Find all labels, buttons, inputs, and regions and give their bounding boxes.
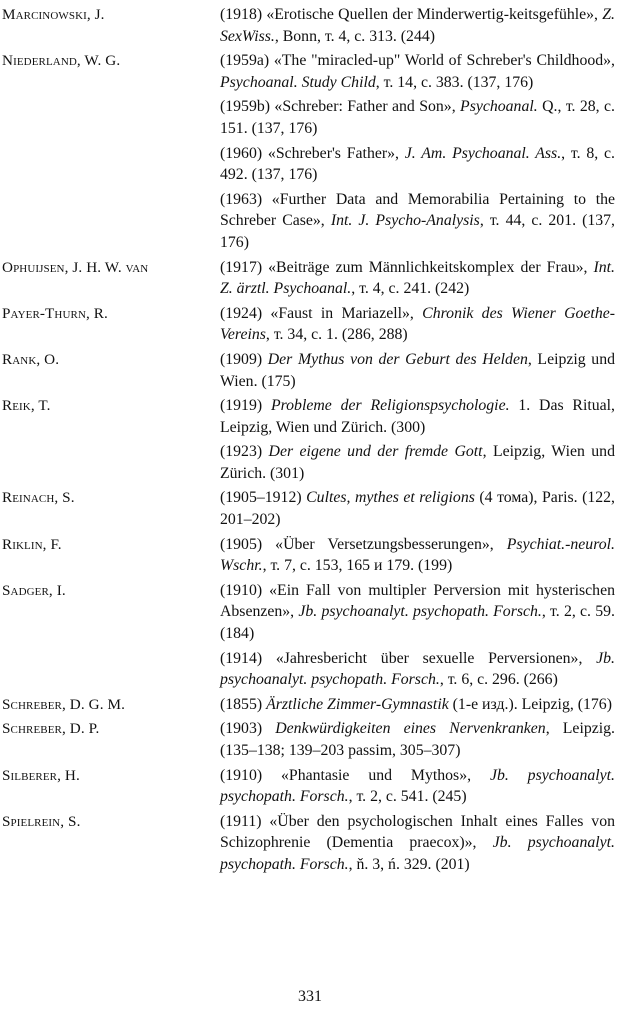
bibliography-entry xyxy=(215,811,615,876)
author-name: Payer-Thurn, R. xyxy=(2,304,108,322)
author-group xyxy=(0,694,620,719)
entry-text: (1905) «Über Versetzungsbesserungen», xyxy=(220,535,507,553)
author-group xyxy=(0,534,620,580)
author-entries xyxy=(215,257,615,303)
author-entries xyxy=(215,395,615,487)
author-name: Rank, O. xyxy=(2,350,60,368)
author-group xyxy=(0,349,620,395)
entry-text: (1911) «Über den psychologischen Inhalt eines Falles von Schizophrenie (Dementia praecox)», xyxy=(220,812,615,852)
author-name: Ophuijsen, J. H. W. van xyxy=(2,258,149,276)
author-entries xyxy=(215,580,615,694)
entry-title: Psychoanal. Study Child xyxy=(220,73,376,91)
author-name: Spielrein, S. xyxy=(2,812,81,830)
author-name: Sadger, I. xyxy=(2,581,66,599)
entry-text: , т. 2, с. 59. (184) xyxy=(220,603,615,643)
entry-text: , Bonn, т. 4, с. 313. (244) xyxy=(274,27,436,45)
entry-title: Int. J. Psycho-Analysis xyxy=(330,212,480,230)
author-name: Silberer, H. xyxy=(2,766,80,784)
author-entries xyxy=(215,487,615,533)
entry-text: (1905–1912) xyxy=(220,489,307,507)
bibliography-entry xyxy=(215,4,615,47)
bibliography-entry xyxy=(215,257,615,300)
author-entries xyxy=(215,4,615,50)
entry-title: Psychoanal. xyxy=(460,98,538,116)
author-group xyxy=(0,765,620,811)
bibliography-entry xyxy=(215,189,615,254)
entry-text: (1963) «Further Data and Memorabilia Pertaining to the Schreber Case», xyxy=(220,190,615,230)
author-group xyxy=(0,303,620,349)
bibliography-entry xyxy=(215,694,615,716)
author-entries xyxy=(215,534,615,580)
entry-text: (1903) xyxy=(220,720,276,738)
entry-title: Psychiat.-neurol. Wschr. xyxy=(220,535,615,575)
entry-text: , т. 8, с. 492. (137, 176) xyxy=(220,144,615,184)
entry-text: , т. 44, с. 201. (137, 176) xyxy=(220,212,616,251)
author-group xyxy=(0,718,620,764)
author-name: Reik, T. xyxy=(2,397,51,415)
entry-title: Int. Z. ärztl. Psychoanal. xyxy=(220,258,615,298)
entry-text: (1855) xyxy=(220,695,267,713)
author-name: Niederland, W. G. xyxy=(2,52,121,70)
author-name: Riklin, F. xyxy=(2,535,62,553)
entry-text: (1923) xyxy=(220,443,269,461)
entry-text: , ň. 3, ń. 329. (201) xyxy=(348,855,470,873)
author-name: Schreber, D. P. xyxy=(2,720,100,738)
entry-text: , т. 4, с. 241. (242) xyxy=(351,280,470,298)
entry-title: Jb. psychoanalyt. psychopath. Forsch. xyxy=(220,649,615,689)
author-group xyxy=(0,257,620,303)
entry-text: (1924) «Faust in Mariazell», xyxy=(220,304,423,322)
bibliography-entry xyxy=(215,143,615,186)
author-name: Marcinowski, J. xyxy=(2,6,105,23)
entry-title: Z. SexWiss. xyxy=(220,6,615,45)
entry-text: (1917) «Beiträge zum Männlichkeitskomplex der Frau», xyxy=(220,258,594,276)
entry-text: , т. 7, с. 153, 165 и 179. (199) xyxy=(262,557,453,575)
entry-text: (1919) xyxy=(220,397,271,415)
entry-title: Jb. psychoanalyt. psychopath. Forsch. xyxy=(220,834,615,873)
entry-text: , т. 14, с. 383. (137, 176) xyxy=(375,73,534,91)
entry-text: 1. Das Ritual, Leipzig, Wien und Zürich. (300) xyxy=(220,397,615,436)
bibliography-entry xyxy=(215,303,615,346)
entry-text: Q., т. 28, с. 151. (137, 176) xyxy=(220,98,615,137)
author-entries xyxy=(215,811,615,879)
author-group xyxy=(0,487,620,533)
entry-title: Der Mythus von der Geburt des Helden xyxy=(267,350,528,368)
bibliography-entry xyxy=(215,765,615,808)
author-group xyxy=(0,4,620,50)
entry-text: (1910) «Phantasie und Mythos», xyxy=(220,766,490,784)
entry-title: Probleme der Religionspsychologie. xyxy=(270,397,510,415)
author-entries xyxy=(215,349,615,395)
bibliography-entry xyxy=(215,395,615,438)
entry-text: , т. 2, с. 541. (245) xyxy=(348,788,467,806)
author-entries xyxy=(215,694,615,719)
entry-text: (1914) «Jahresbericht über sexuelle Perversionen», xyxy=(220,649,597,667)
entry-title: Chronik des Wiener Goethe-Vereins xyxy=(220,304,615,344)
bibliography-entry xyxy=(215,349,615,392)
entry-text: , Leipzig, Wien und Zürich. (301) xyxy=(220,443,615,482)
author-group xyxy=(0,811,620,879)
page-number: 331 xyxy=(298,988,322,1005)
author-entries xyxy=(215,765,615,811)
entry-text: (1910) «Ein Fall von multipler Perversion mit hysterischen Absenzen», xyxy=(220,581,615,621)
author-entries xyxy=(215,50,615,256)
author-entries xyxy=(215,718,615,764)
entry-text: , т. 34, с. 1. (286, 288) xyxy=(265,326,408,344)
bibliography-entry xyxy=(215,487,615,530)
entry-title: Der eigene und der fremde Gott xyxy=(268,443,483,461)
author-name: Schreber, D. G. M. xyxy=(2,695,125,713)
entry-title: Ärztliche Zimmer-Gymnastik xyxy=(266,695,449,713)
entry-title: J. Am. Psychoanal. Ass. xyxy=(404,144,562,162)
entry-text: (1959b) «Schreber: Father and Son», xyxy=(220,98,461,116)
entry-text: , Leipzig und Wien. (175) xyxy=(220,350,615,390)
entry-title: Denkwürdigkeiten eines Nervenkranken xyxy=(275,720,546,738)
entry-text: (1959a) «The "miracled-up" World of Schreber's Childhood», xyxy=(220,52,615,70)
bibliography-entry xyxy=(215,648,615,691)
bibliography-list xyxy=(0,4,620,879)
entry-text: (1918) «Erotische Quellen der Minderwertig-keitsgefühle», xyxy=(220,6,603,23)
bibliography-entry xyxy=(215,50,615,93)
entry-text: , Leipzig. (135–138; 139–203 passim, 305–307) xyxy=(220,720,615,759)
entry-title: Jb. psychoanalyt. psychopath. Forsch. xyxy=(220,766,615,806)
entry-text: (1-е изд.). Leipzig, (176) xyxy=(448,695,612,713)
author-name: Reinach, S. xyxy=(2,489,75,507)
author-entries xyxy=(215,303,615,349)
bibliography-entry xyxy=(215,96,615,139)
entry-title: Jb. psychoanalyt. psychopath. Forsch. xyxy=(298,603,542,621)
bibliography-entry xyxy=(215,441,615,484)
author-group xyxy=(0,395,620,487)
author-group xyxy=(0,580,620,694)
entry-text: (1960) «Schreber's Father», xyxy=(220,144,405,162)
bibliography-entry xyxy=(215,718,615,761)
entry-text: , т. 6, с. 296. (266) xyxy=(439,671,558,689)
entry-text: (4 тома), Paris. (122, 201–202) xyxy=(220,489,615,529)
author-group xyxy=(0,50,620,256)
entry-text: (1909) xyxy=(220,350,268,368)
bibliography-entry xyxy=(215,580,615,645)
entry-title: Cultes, mythes et religions xyxy=(306,489,475,507)
bibliography-entry xyxy=(215,534,615,577)
